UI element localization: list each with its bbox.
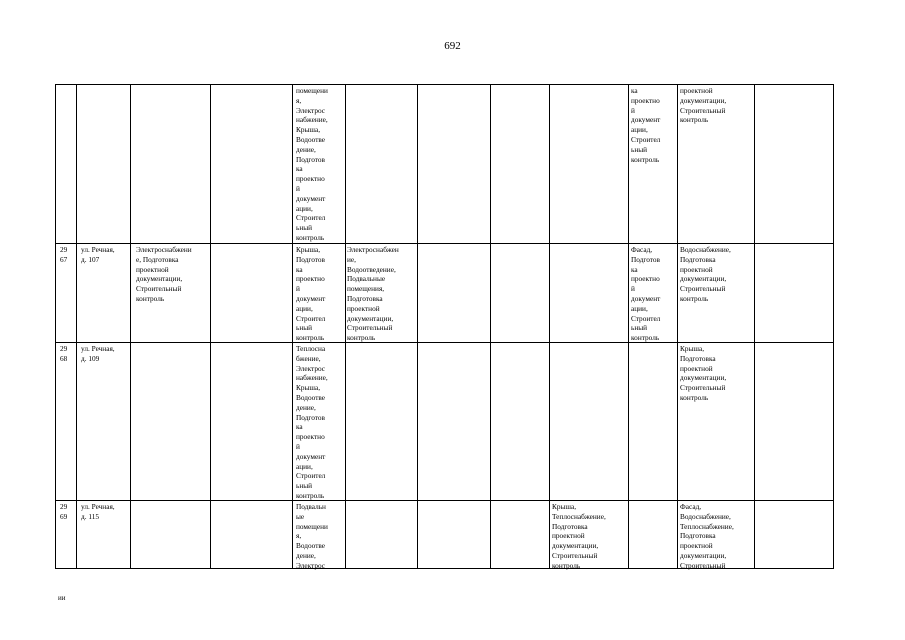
- cell-row-number: 29 68: [60, 344, 68, 363]
- cell-works-col10: Фасад, Подготов ка проектно й документ ации, Строител ьный контроль: [631, 245, 661, 343]
- cell-works-col5: Крыша, Подготов ка проектно й документ ации, Строител ьный контроль: [296, 245, 326, 343]
- cell-row-number: 29 67: [60, 245, 68, 264]
- column-divider: [292, 85, 293, 568]
- column-divider: [549, 85, 550, 568]
- cell-works-col11: Водоснабжение, Подготовка проектной документации, Строительный контроль: [680, 245, 731, 303]
- column-divider: [345, 85, 346, 568]
- cell-address: ул. Речная, д. 107: [81, 245, 115, 264]
- column-divider: [628, 85, 629, 568]
- cell-works-col9: Крыша, Теплоснабжение, Подготовка проектной документации, Строительный контроль: [552, 502, 606, 570]
- row-divider: [56, 342, 833, 343]
- row-divider: [56, 500, 833, 501]
- column-divider: [210, 85, 211, 568]
- page-number: 692: [444, 40, 461, 52]
- cell-works-col11: проектной документации, Строительный контроль: [680, 86, 727, 125]
- cell-address: ул. Речная, д. 109: [81, 344, 115, 363]
- cell-row-number: 29 69: [60, 502, 68, 521]
- cell-works-col3: Электроснабжени е, Подготовка проектной документации, Строительный контроль: [136, 245, 192, 303]
- column-divider: [130, 85, 131, 568]
- cell-works-col5: помещени я, Электрос набжение, Крыша, Водоотве дение, Подготов ка проектно й документ ации, Строител ьный контроль: [296, 86, 328, 242]
- cell-address: ул. Речная, д. 115: [81, 502, 115, 521]
- cell-works-col11: Крыша, Подготовка проектной документации, Строительный контроль: [680, 344, 727, 402]
- cell-works-col10: ка проектно й документ ации, Строител ьный контроль: [631, 86, 661, 164]
- column-divider: [677, 85, 678, 568]
- column-divider: [76, 85, 77, 568]
- cell-works-col11: Фасад, Водоснабжение, Теплоснабжение, Подготовка проектной документации, Строительный: [680, 502, 734, 570]
- column-divider: [490, 85, 491, 568]
- footer-mark: ии: [58, 594, 66, 602]
- repair-schedule-table: [55, 84, 834, 569]
- cell-works-col5: Теплосна бжение, Электрос набжение, Крыша, Водоотве дение, Подготов ка проектно й документ ации, Строител ьный контроль: [296, 344, 328, 500]
- cell-works-col6: Электроснабжен ие, Водоотведение, Подвальные помещения, Подготовка проектной документации, Строительный контроль: [347, 245, 399, 343]
- cell-works-col5: Подвальн ые помещени я, Водоотве дение, Электрос: [296, 502, 328, 570]
- column-divider: [417, 85, 418, 568]
- row-divider: [56, 243, 833, 244]
- column-divider: [754, 85, 755, 568]
